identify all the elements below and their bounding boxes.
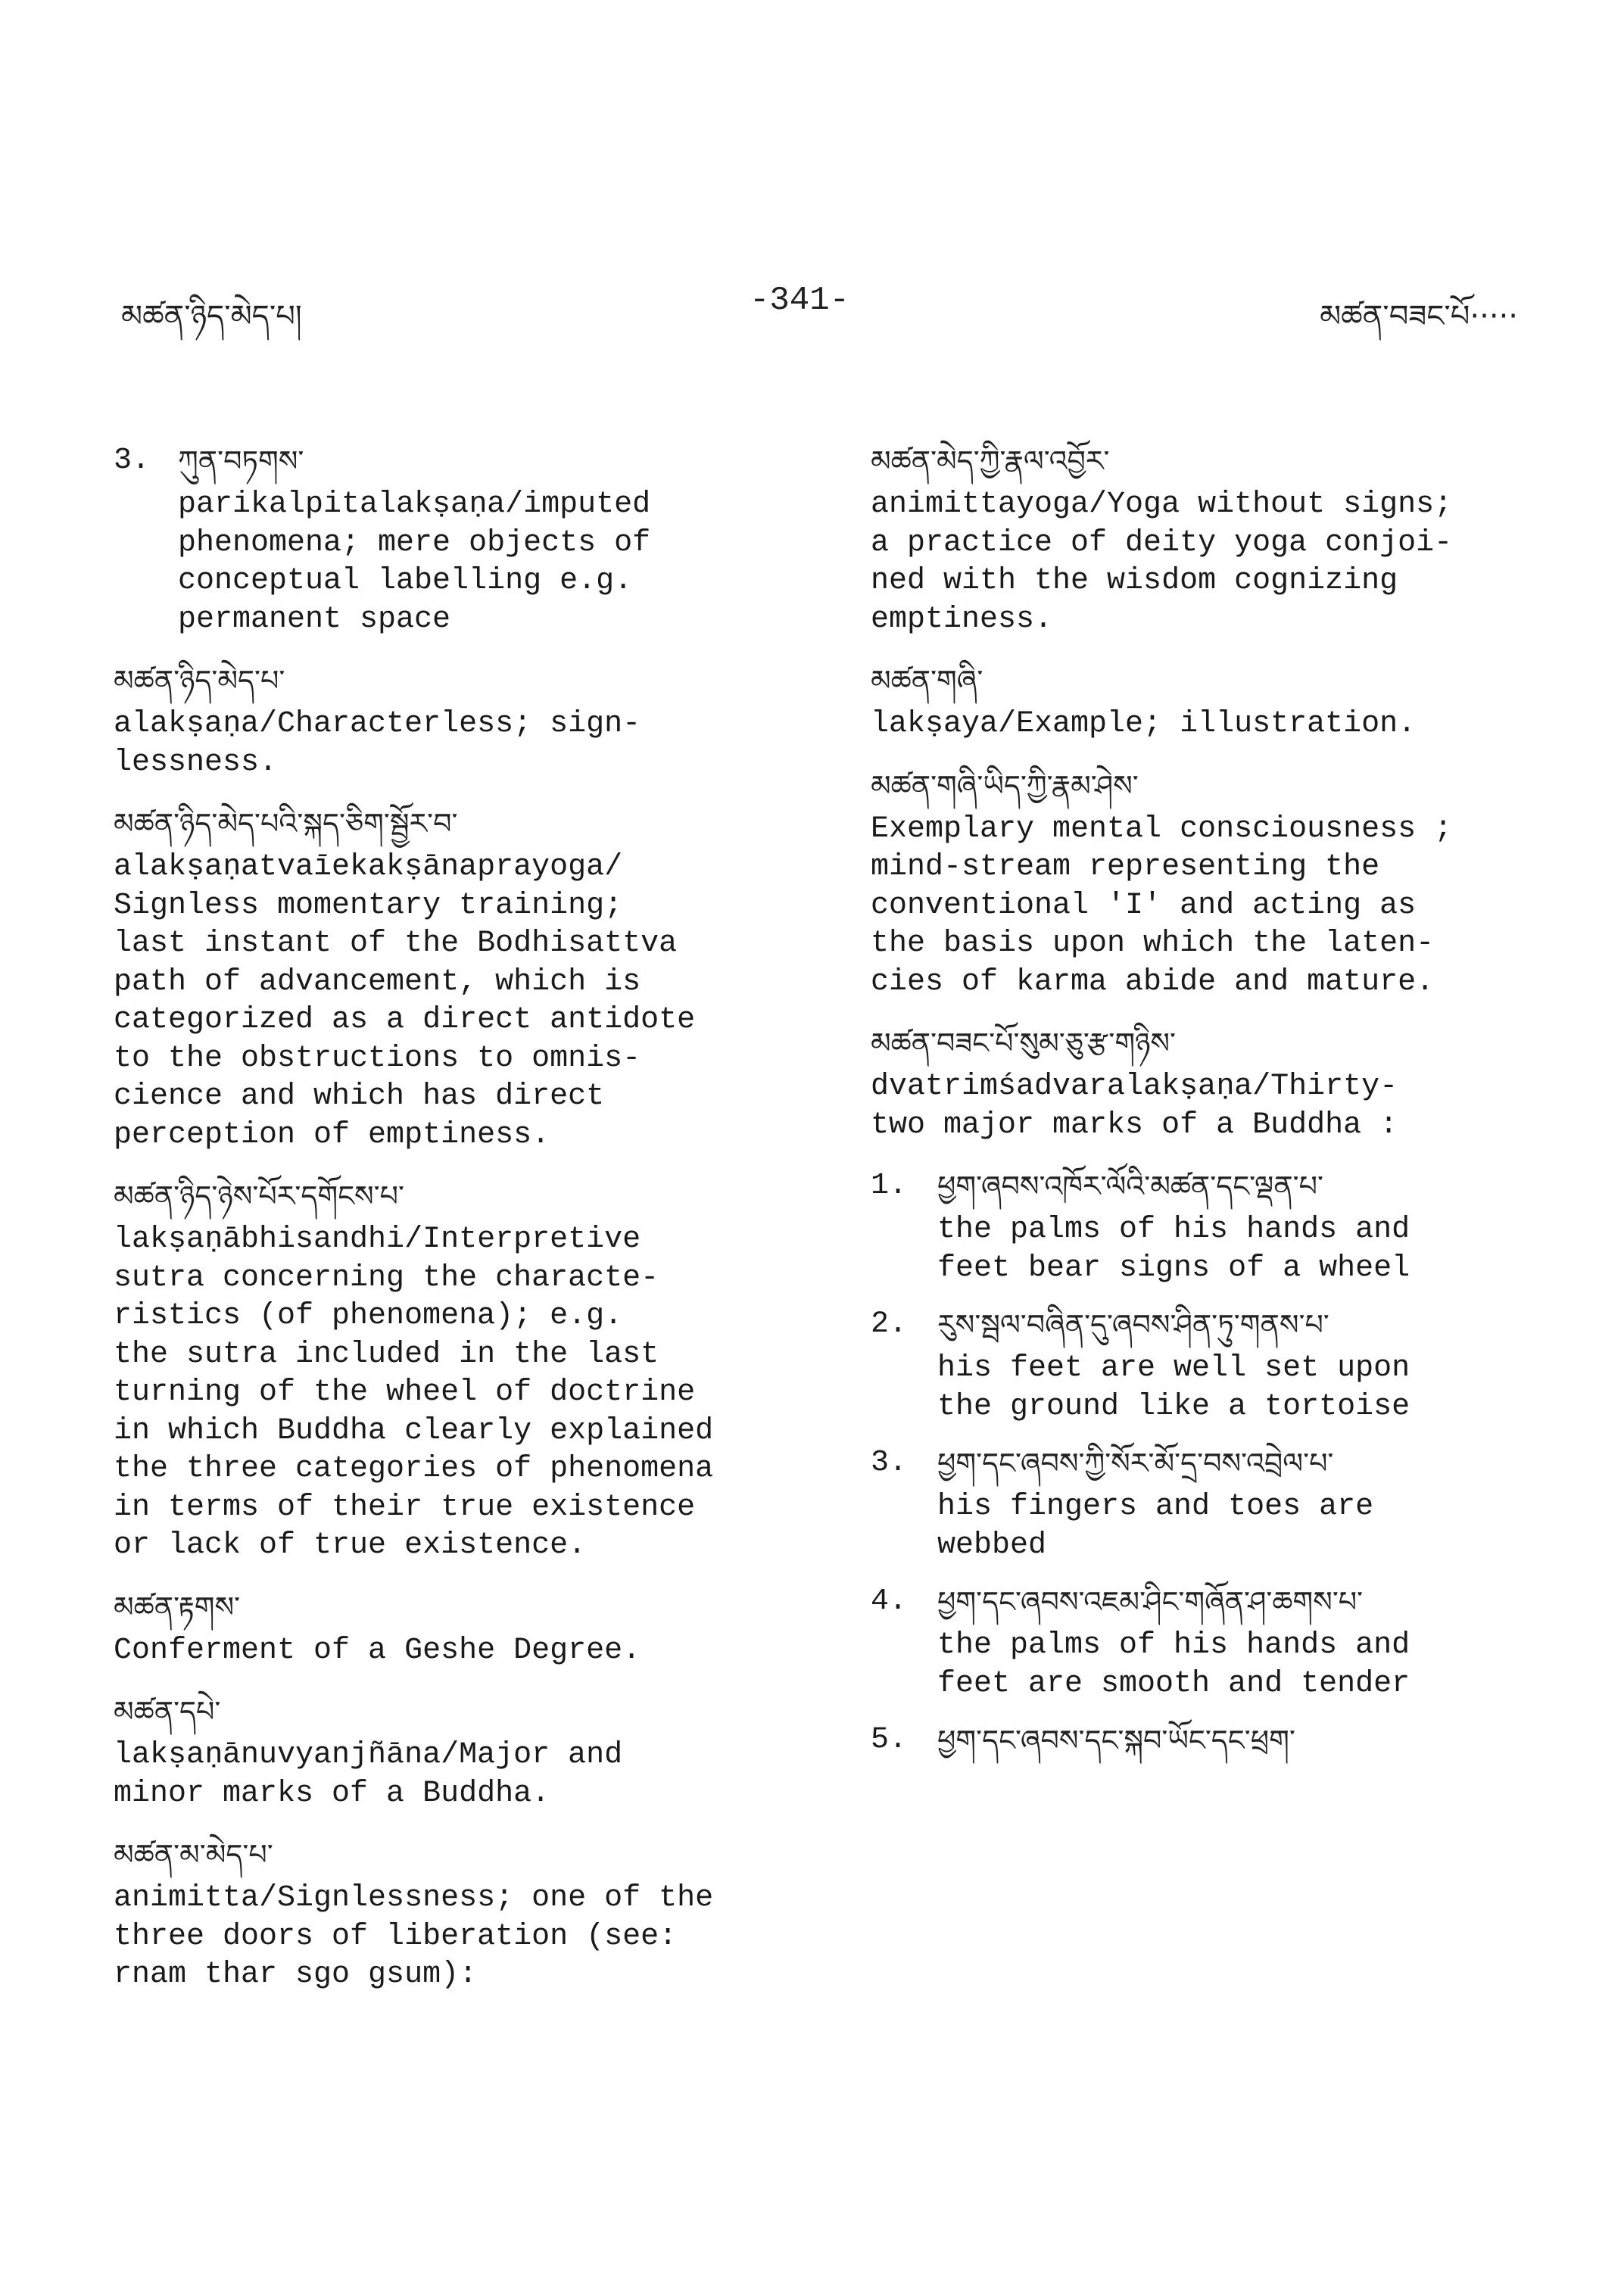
item-definition: his fingers and toes are webbed <box>937 1490 1374 1562</box>
entry-definition: Conferment of a Geshe Degree. <box>114 1633 641 1668</box>
list-item <box>871 1580 1522 1703</box>
entry-definition: lakṣaṇānuvyanjñāna/Major and minor marks of a Buddha. <box>114 1738 623 1811</box>
tibetan-term: མཚན་གཞི་ཡིད་ཀྱི་རྣམ་ཤེས་ <box>871 768 1139 802</box>
list-item <box>871 1303 1522 1426</box>
item-number: 1. <box>871 1169 908 1203</box>
tibetan-term: མཚན་བཟང་པོ་སུམ་ཅུ་རྩ་གཉིས་ <box>871 1027 1177 1060</box>
tibetan-term: མཚན་མེད་ཀྱི་རྣལ་འབྱོར་ <box>871 444 1110 478</box>
glossary-entry <box>114 1833 765 1995</box>
left-column <box>114 439 765 2014</box>
glossary-entry <box>114 802 765 1154</box>
entry-definition: animitta/Signlessness; one of the three doors of liberation (see: rnam thar sgo gsum): <box>114 1881 714 1992</box>
right-column <box>871 439 1522 1781</box>
major-marks-list <box>871 1164 1522 1765</box>
glossary-entry <box>114 1174 765 1566</box>
numbered-entry <box>114 439 765 639</box>
running-head-right: མཚན་བཟང་པོ····· <box>1320 299 1518 334</box>
glossary-entry <box>114 1585 765 1671</box>
tibetan-term: ཕྱག་དང་ཞབས་འཇམ་ཤིང་གཞོན་ཤ་ཆགས་པ་ <box>937 1585 1364 1618</box>
tibetan-term: མཚན་གཞི་ <box>871 664 983 697</box>
tibetan-term: མཚན་ཉིད་མེད་པ་ <box>114 664 285 697</box>
item-number: 4. <box>871 1584 908 1618</box>
item-number: 3. <box>871 1446 908 1480</box>
entry-definition: alakṣaṇa/Characterless; sign- lessness. <box>114 707 641 780</box>
item-definition: the palms of his hands and feet bear signs of a wheel <box>937 1213 1410 1285</box>
glossary-entry <box>114 659 765 782</box>
tibetan-term: ཕྱག་དང་ཞབས་དང་སྐབ་ཡོང་དང་ཕྲག་ <box>937 1724 1295 1757</box>
tibetan-term: མཚན་དཔེ་ <box>114 1695 221 1728</box>
tibetan-term: ཕྱག་ཞབས་འཁོར་ལོའི་མཚན་དང་ལྡན་པ་ <box>937 1170 1323 1203</box>
item-definition: the palms of his hands and feet are smooth and tender <box>937 1628 1410 1701</box>
entry-definition: dvatrimśadvaralakṣaṇa/Thirty- two major marks of a Buddha : <box>871 1070 1398 1142</box>
item-definition: his feet are well set upon the ground like a tortoise <box>937 1351 1410 1424</box>
entry-definition: Exemplary mental consciousness ; mind-stream representing the conventional 'I' and acting as the basis upon which the laten- cies of karma abide and mature. <box>871 812 1453 999</box>
glossary-entry <box>871 1021 1522 1145</box>
list-item <box>871 1718 1522 1765</box>
entry-definition: lakṣaṇābhisandhi/Interpretive sutra concerning the characte- ristics (of phenomena); e.g. the sutra included in the last turning of the wheel of doctrine in which Buddha clearly explained the three categories of phenomena in terms of their true existence or lack of true existence. <box>114 1223 714 1562</box>
entry-number: 3. <box>114 444 151 478</box>
list-item <box>871 1164 1522 1288</box>
tibetan-term: ཀུན་བཏགས་ <box>178 444 304 478</box>
glossary-entry <box>871 659 1522 744</box>
entry-definition: lakṣaya/Example; illustration. <box>871 707 1417 741</box>
item-number: 2. <box>871 1307 908 1341</box>
tibetan-term: ཕྱག་དང་ཞབས་ཀྱི་སོར་མོ་དྲ་བས་འབྲེལ་པ་ <box>937 1447 1334 1480</box>
glossary-entry <box>871 439 1522 639</box>
page-number: -341- <box>750 282 850 319</box>
entry-definition: animittayoga/Yoga without signs; a practice of deity yoga conjoi- ned with the wisdom cognizing emptiness. <box>871 488 1453 637</box>
tibetan-term: མཚན་ཉིད་ཉེས་པོར་དགོངས་པ་ <box>114 1179 404 1213</box>
running-head-left: མཚན་ཉིད་མེད་པ། <box>121 299 302 334</box>
tibetan-term: རུས་སྦལ་བཞིན་དུ་ཞབས་ཤིན་ཏུ་གནས་པ་ <box>937 1308 1329 1341</box>
item-number: 5. <box>871 1723 908 1757</box>
glossary-entry <box>871 764 1522 1002</box>
entry-definition: alakṣaṇatvaīekakṣānaprayoga/ Signless momentary training; last instant of the Bodhisattva path of advancement, which is categorized as a direct antidote to the obstructions to omnis- cience and which has direct perception of emptiness. <box>114 850 696 1152</box>
tibetan-term: མཚན་རྟགས་ <box>114 1590 241 1624</box>
tibetan-term: མཚན་ཉིད་མེད་པའི་སྐད་ཅིག་སྦྱོར་བ་ <box>114 807 458 840</box>
entry-definition: parikalpitalakṣaṇa/imputed phenomena; mere objects of conceptual labelling e.g. permanent space <box>178 488 651 637</box>
glossary-entry <box>114 1690 765 1813</box>
tibetan-term: མཚན་མ་མེད་པ་ <box>114 1838 273 1871</box>
list-item <box>871 1441 1522 1565</box>
